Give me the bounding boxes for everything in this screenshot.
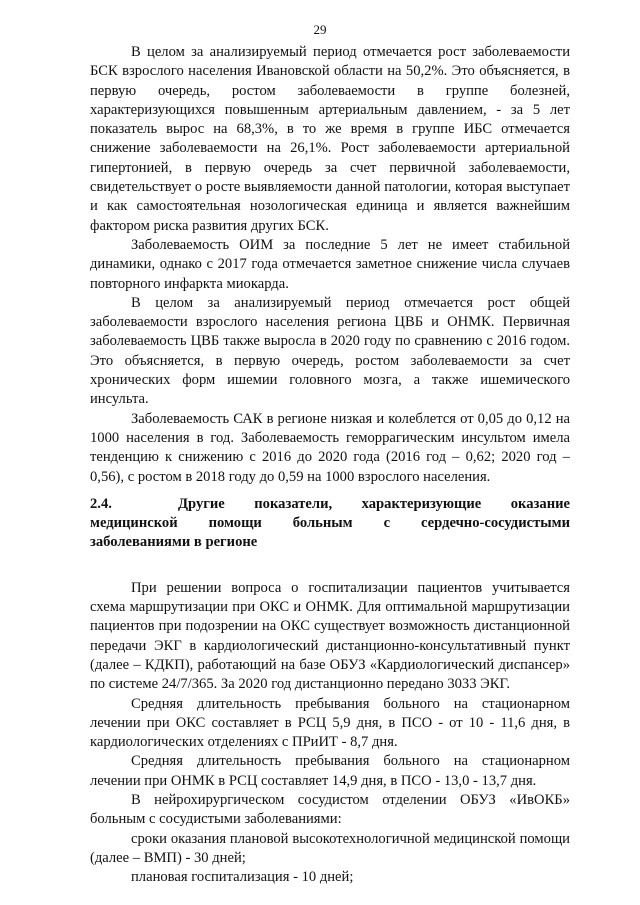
paragraph-planned-hospitalization: плановая госпитализация - 10 дней; [131, 869, 354, 886]
paragraph-bsk-morbidity: В целом за анализируемый период отмечается рост заболеваемости БСК взрослого населения Ивановской области на 50,2%. Это объясняется, в первую очередь, ростом заболеваемости в группе болезней, характеризующихся повышенным артериальным давлением, - за 5 лет показатель вырос на 68,3%, в то же время в группе ИБС отмечается снижение заболеваемости на 26,1%. Рост заболеваемости артериальной гипертонией, в первую очередь за счет первичной заболеваемости, свидетельствует о росте выявляемости данной патологии, которая выступает и как самостоятельная нозологическая единица и является важнейшим фактором риска развития других БСК. [90, 44, 570, 234]
section-title-line-1: Другие показатели, характеризующие оказание [178, 495, 570, 512]
page-number: 29 [313, 22, 327, 37]
page-content [90, 43, 570, 887]
paragraph-cvb-onmk-morbidity: В целом за анализируемый период отмечается рост общей заболеваемости взрослого населения региона ЦВБ и ОНМК. Первичная заболеваемость ЦВБ также выросла в 2020 году по сравнению с 2016 годом. Это объясняется, в первую очередь, ростом заболеваемости за счет хронических форм ишемии головного мозга, а также ишемического инсульта. [90, 294, 570, 408]
section-title-line-2: медицинской помощи больным с сердечно-сосудистыми [90, 515, 570, 532]
paragraph-vmp-terms: сроки оказания плановой высокотехнологичной медицинской помощи (далее – ВМП) - 30 дней; [90, 830, 570, 866]
paragraph-neurosurgery: В нейрохирургическом сосудистом отделении ОБУЗ «ИвОКБ» больным с сосудистыми заболеваниями: [90, 791, 570, 828]
section-number: 2.4. [90, 495, 112, 512]
section-heading [90, 495, 570, 514]
paragraph-sak-morbidity: Заболеваемость САК в регионе низкая и колеблется от 0,05 до 0,12 на 1000 населения в год. Заболеваемость геморрагическим инсультом имела тенденцию к снижению с 2016 до 2020 года (2016 год – 0,62; 2020 год – 0,56), с ростом в 2018 году до 0,59 на 1000 взрослого населения. [90, 410, 570, 485]
section-title-line-3: заболеваниями в регионе [90, 534, 258, 551]
paragraph-oks-stay: Средняя длительность пребывания больного на стационарном лечении при ОКС составляет в РСЦ 5,9 дня, в ПСО - от 10 - 11,6 дня, в кардиологических отделениях с ПРиИТ - 8,7 дня. [90, 695, 570, 751]
paragraph-routing: При решении вопроса о госпитализации пациентов учитывается схема маршрутизации при ОКС и ОНМК. Для оптимальной маршрутизации пациентов при подозрении на ОКС существует возможность дистанционной передачи ЭКГ в кардиологический дистанционно-консультативный пункт (далее – КДКП), работающий на базе ОБУЗ «Кардиологический диспансер» по системе 24/7/365. За 2020 год дистанционно передано 3033 ЭКГ. [90, 579, 570, 693]
paragraph-onmk-stay: Средняя длительность пребывания больного на стационарном лечении при ОНМК в РСЦ составляет 14,9 дня, в ПСО - 13,0 - 13,7 дня. [90, 753, 570, 789]
paragraph-oim-morbidity: Заболеваемость ОИМ за последние 5 лет не имеет стабильной динамики, однако с 2017 года отмечается заметное снижение числа случаев повторного инфаркта миокарда. [90, 236, 570, 292]
